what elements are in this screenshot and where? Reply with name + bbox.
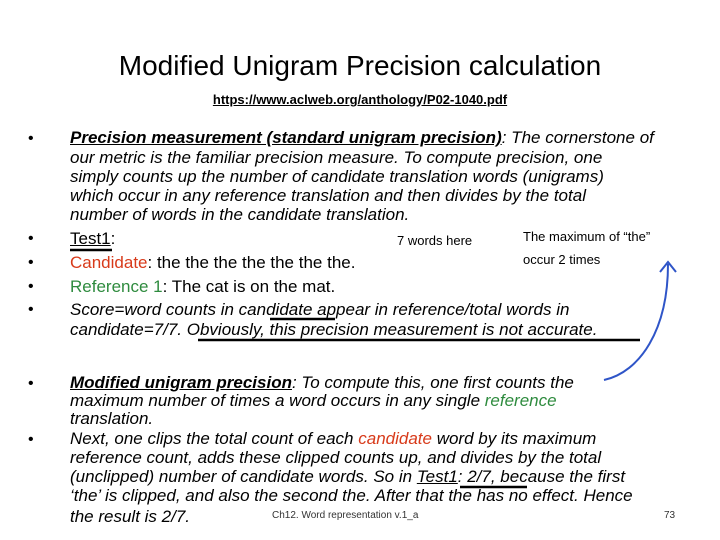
reference-link[interactable]: https://www.aclweb.org/anthology/P02-1040.pdf [212, 92, 508, 107]
clip-text-c: word by its maximum [431, 429, 597, 448]
candidate-word: candidate [358, 429, 432, 448]
clip-line-2: reference count, adds these clipped counts up, and divides by the total [70, 448, 602, 467]
modified-precision-heading: Modified unigram precision [70, 373, 292, 392]
clip-text-a: Next, one clips the total count of each [70, 429, 359, 448]
modified-precision-text: maximum number of times a word occurs in any single [70, 391, 485, 410]
precision-desc-line-3: which occur in any reference translation and then divides by the total [70, 186, 586, 205]
modified-precision-line-3: translation. [70, 409, 154, 428]
bullet-marker: • [28, 130, 34, 147]
test1-label: Test1 [70, 229, 111, 248]
seven-words-note: 7 words here [397, 233, 473, 248]
score-line-2: candidate=7/7. Obviously, this precision measurement is not accurate. [70, 320, 598, 339]
clip-line-5: the result is 2/7. [70, 507, 191, 526]
clip-line-4: ‘the’ is clipped, and also the second the. After that the has no effect. Hence [70, 486, 633, 505]
max-the-note-line-2: occur 2 times [523, 252, 601, 267]
clip-text-3c: : 2/7, because the first [457, 467, 626, 486]
reference-word: reference [484, 391, 557, 410]
candidate-text: : the the the the the the the. [147, 253, 356, 272]
score-line-1: Score=word counts in candidate appear in reference/total words in [70, 300, 570, 319]
precision-desc-line-1: our metric is the familiar precision measure. To compute precision, one [70, 148, 603, 167]
bullet-marker: • [28, 278, 34, 295]
bullet-marker: • [28, 230, 34, 247]
bullet-marker: • [28, 254, 34, 271]
clip-text-3a: (unclipped) number of candidate words. So in [70, 467, 417, 486]
max-the-note-line-1: The maximum of “the” [523, 229, 651, 244]
bullet-marker: • [28, 431, 34, 448]
reference-label: Reference 1 [70, 277, 163, 296]
bullet-marker: • [28, 375, 34, 392]
precision-desc-line-2: simply counts up the number of candidate translation words (unigrams) [70, 167, 604, 186]
reference-text: : The cat is on the mat. [162, 277, 336, 296]
test1-colon: : [110, 229, 116, 248]
candidate-label: Candidate [70, 253, 148, 272]
bullet-marker: • [28, 301, 34, 318]
precision-heading: Precision measurement (standard unigram precision) [70, 128, 502, 147]
page-number: 73 [664, 510, 676, 521]
precision-heading-rest: : The cornerstone of [501, 128, 654, 147]
test1-ref: Test1 [416, 467, 458, 486]
slide-title: Modified Unigram Precision calculation [118, 50, 602, 81]
modified-precision-rest: : To compute this, one first counts the [291, 373, 574, 392]
arrow-curve [604, 264, 668, 380]
footer-chapter: Ch12. Word representation v.1_a [272, 510, 419, 521]
precision-desc-line-4: number of words in the candidate translation. [70, 205, 410, 224]
